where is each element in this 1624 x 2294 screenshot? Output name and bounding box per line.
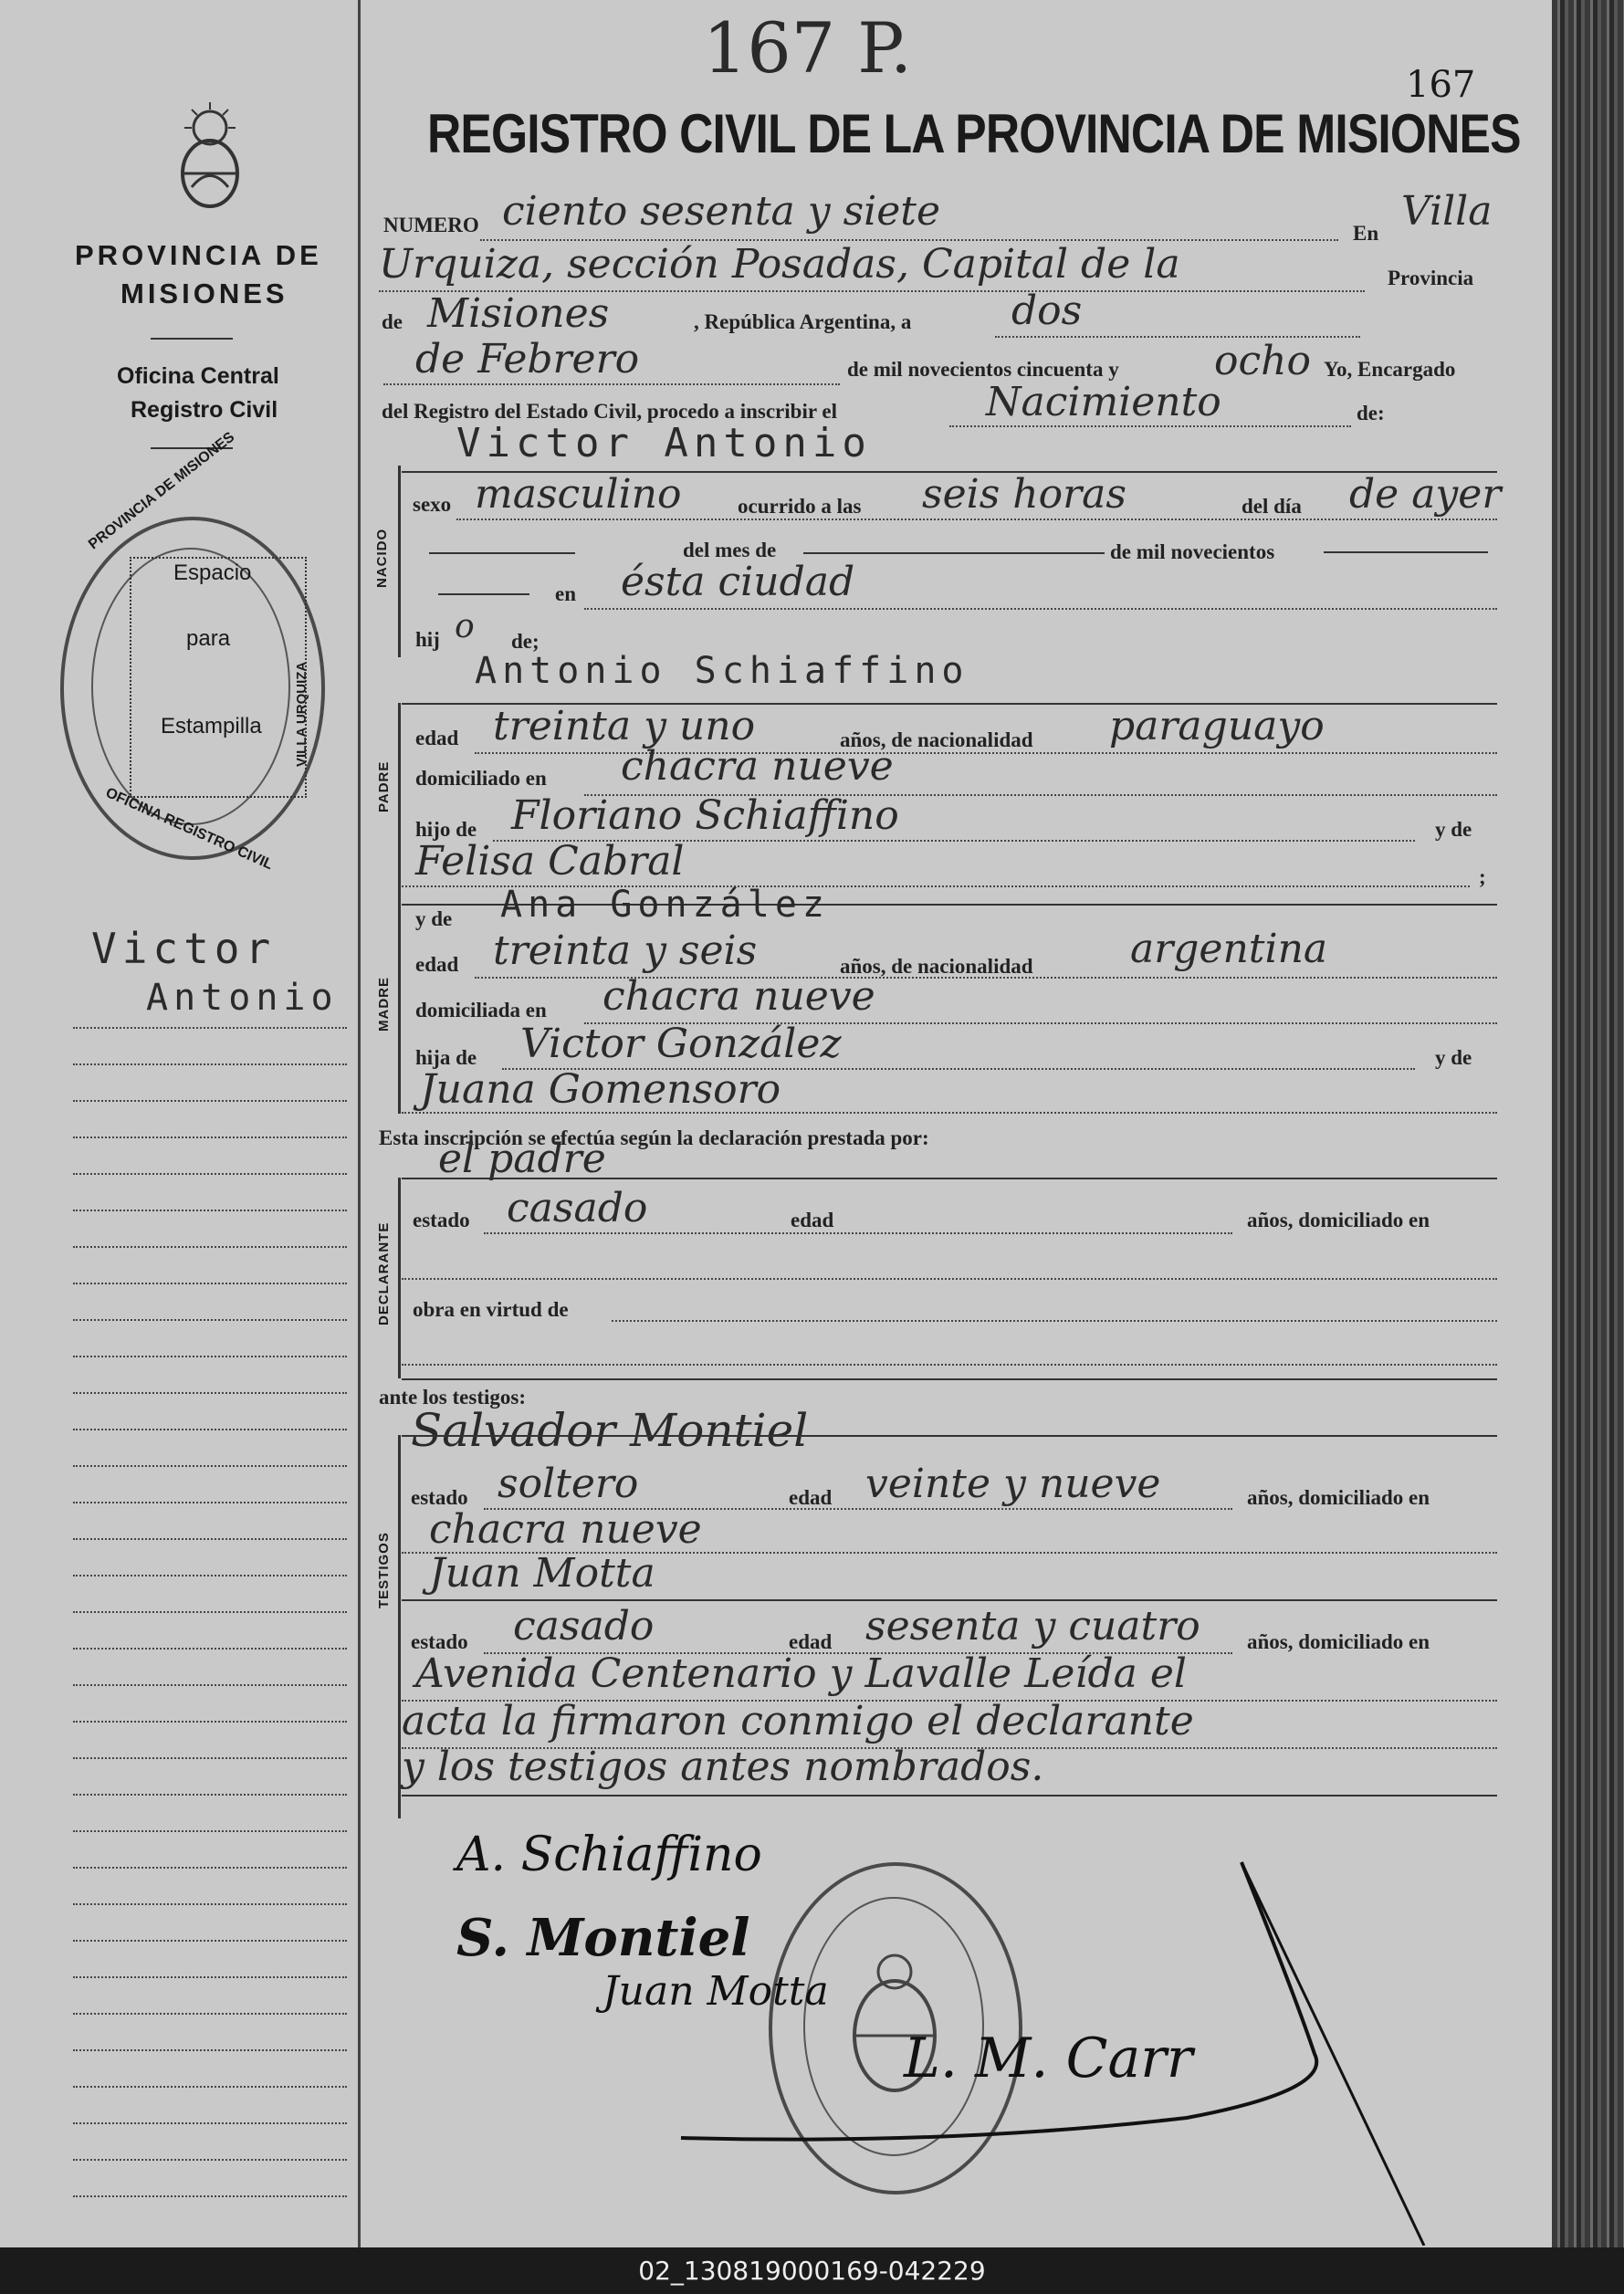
label-edad-padre: edad [415, 727, 459, 749]
entry-acto: Nacimiento [986, 379, 1221, 425]
coat-of-arms-icon [155, 100, 265, 210]
folio-stamped: 167 [1406, 64, 1476, 106]
label-hija-de: hija de [415, 1046, 477, 1069]
stamp-box-line3: Estampilla [161, 714, 262, 738]
label-anios-domiciliado-testigo1: años, domiciliado en [1247, 1486, 1430, 1509]
entry-testigo2-edad: sesenta y cuatro [865, 1603, 1200, 1650]
dash-mark [1324, 551, 1488, 553]
entry-cierre-3: y los testigos antes nombrados. [402, 1744, 1044, 1790]
divider [151, 338, 233, 340]
entry-madre-nombre: Ana González [500, 884, 830, 926]
rule [402, 1599, 1497, 1601]
label-yo-encargado: Yo, Encargado [1324, 358, 1456, 381]
margin-name-line1: Victor [91, 924, 277, 973]
entry-mes: de Febrero [415, 336, 640, 382]
label-provincia: Provincia [1388, 267, 1474, 289]
document-title: REGISTRO CIVIL DE LA PROVINCIA DE MISIONES [427, 103, 1521, 164]
entry-cierre-1: Avenida Centenario y Lavalle Leída el [415, 1650, 1187, 1697]
fill-line [484, 1232, 1232, 1234]
entry-padre-madre: Felisa Cabral [415, 838, 685, 885]
label-del-dia: del día [1242, 495, 1302, 518]
entry-nombre: Victor Antonio [456, 420, 872, 466]
rule [402, 1178, 1497, 1179]
side-label-testigos: TESTIGOS [376, 1532, 392, 1608]
dash-mark [438, 593, 529, 595]
entry-padre-nacionalidad: paraguayo [1109, 703, 1325, 749]
fill-line [402, 1364, 1497, 1366]
label-republica: , República Argentina, a [694, 310, 912, 333]
section-rule [398, 1435, 401, 1818]
signature-witness-1: S. Montiel [456, 1908, 750, 1968]
fill-line [612, 1320, 1497, 1322]
stamp-box-line1: Espacio [173, 560, 252, 585]
entry-lugar-1: Villa [1401, 188, 1493, 235]
label-de-mil-novecientos: de mil novecientos [1110, 540, 1275, 563]
book-binding [1552, 0, 1624, 2247]
label-domiciliada: domiciliada en [415, 999, 547, 1021]
fill-line [402, 1278, 1497, 1280]
entry-testigo2-nombre: Juan Motta [429, 1550, 655, 1597]
entry-lugar-nac: ésta ciudad [621, 559, 855, 605]
entry-sexo: masculino [475, 471, 682, 518]
entry-madre-edad: treinta y seis [493, 927, 758, 974]
entry-provincia: Misiones [427, 290, 610, 337]
label-inscripcion: Esta inscripción se efectúa según la declaración prestada por: [379, 1126, 929, 1149]
section-rule [398, 466, 401, 657]
label-edad-declarante: edad [791, 1209, 834, 1231]
margin-column [0, 0, 361, 2247]
entry-dia: dos [1011, 288, 1083, 334]
province-name-line1: PROVINCIA DE [75, 239, 322, 271]
label-hij: hij [415, 628, 440, 651]
entry-declarante: el padre [438, 1136, 606, 1182]
section-rule [398, 1178, 401, 1378]
label-en-lower: en [555, 582, 576, 605]
dash-mark [803, 552, 1105, 554]
label-edad-testigo2: edad [789, 1630, 833, 1653]
rule [402, 1435, 1497, 1437]
stamp-box-line2: para [186, 626, 231, 651]
label-semicolon: ; [1479, 865, 1486, 888]
entry-madre-nacionalidad: argentina [1130, 926, 1328, 972]
signature-witness-2: Juan Motta [602, 1968, 829, 2015]
entry-declarante-estado: casado [507, 1185, 648, 1231]
fill-line [584, 608, 1497, 610]
signature-father: A. Schiaffino [456, 1828, 762, 1882]
dash-mark [429, 552, 575, 554]
label-ocurrido: ocurrido a las [738, 495, 862, 518]
folio-handwritten: 167 P. [703, 7, 913, 89]
entry-padre-domicilio: chacra nueve [621, 743, 894, 790]
seal-ring-text-top: PROVINCIA DE MISIONES [86, 429, 238, 553]
entry-dia-nac: de ayer [1349, 471, 1502, 518]
label-estado-declarante: estado [413, 1209, 470, 1231]
image-code-footer: 02_130819000169-042229 [0, 2247, 1624, 2294]
fill-line [383, 383, 840, 385]
label-hijo-de: hijo de [415, 818, 477, 841]
entry-padre-nombre: Antonio Schiaffino [475, 650, 969, 692]
officer-signature-stroke-icon [676, 1853, 1442, 2246]
label-anios-domiciliado-declarante: años, domiciliado en [1247, 1209, 1430, 1231]
side-label-declarante: DECLARANTE [376, 1221, 392, 1325]
office-line1: Oficina Central [117, 363, 279, 389]
label-estado-testigo2: estado [411, 1630, 468, 1653]
side-label-padre: PADRE [376, 760, 392, 812]
label-de-colon: de: [1357, 402, 1385, 424]
label-y-de-padre: y de [1435, 818, 1472, 841]
margin-name-line2: Antonio [146, 977, 339, 1019]
entry-hora: seis horas [922, 471, 1126, 518]
side-label-madre: MADRE [376, 977, 392, 1032]
entry-madre-padre: Victor González [520, 1021, 842, 1067]
label-anios-domiciliado-testigo2: años, domiciliado en [1247, 1630, 1430, 1653]
label-del-mes: del mes de [683, 539, 777, 561]
entry-testigo1-domicilio: chacra nueve [429, 1506, 702, 1553]
label-de: de [382, 310, 403, 333]
entry-testigo1-nombre: Salvador Montiel [411, 1404, 809, 1457]
entry-testigo1-estado: soltero [498, 1461, 639, 1507]
entry-numero: ciento sesenta y siete [502, 188, 940, 235]
label-del-registro: del Registro del Estado Civil, procedo a inscribir el [382, 400, 837, 423]
label-y-de-madre: y de [415, 907, 453, 930]
label-sexo: sexo [413, 493, 452, 516]
label-estado-testigo1: estado [411, 1486, 468, 1509]
province-name-line2: MISIONES [120, 278, 288, 309]
office-line2: Registro Civil [131, 397, 278, 423]
label-mil-novecientos: de mil novecientos cincuenta y [847, 358, 1119, 381]
rule [402, 1795, 1497, 1796]
label-y-de-madre-2: y de [1435, 1046, 1472, 1069]
entry-cierre-2: acta la firmaron conmigo el declarante [402, 1698, 1194, 1744]
fill-line [456, 519, 1497, 520]
fill-line [949, 425, 1351, 427]
fill-line [402, 1112, 1497, 1114]
seal-ring-text-side: VILLA URQUIZA [294, 661, 309, 767]
section-rule [398, 904, 401, 1114]
label-obra: obra en virtud de [413, 1298, 569, 1321]
signature-officer: L. M. Carr [904, 2027, 1193, 2090]
entry-testigo2-estado: casado [513, 1603, 655, 1650]
label-en: En [1353, 222, 1379, 245]
entry-anio: ocho [1214, 338, 1311, 384]
entry-padre-edad: treinta y uno [493, 703, 756, 749]
entry-madre-domicilio: chacra nueve [602, 973, 875, 1020]
section-rule [398, 703, 401, 904]
entry-padre-padre: Floriano Schiaffino [511, 792, 899, 839]
label-edad-madre: edad [415, 953, 459, 976]
entry-hij-suffix: o [455, 608, 475, 645]
stamp-box [130, 557, 307, 798]
entry-madre-madre: Juana Gomensoro [420, 1066, 781, 1113]
label-nacionalidad-madre: años, de nacionalidad [840, 955, 1033, 978]
rule [402, 1378, 1497, 1380]
label-domiciliado-padre: domiciliado en [415, 767, 547, 790]
label-de-semicolon: de; [511, 630, 540, 653]
entry-lugar-2: Urquiza, sección Posadas, Capital de la [379, 241, 1180, 288]
entry-testigo1-edad: veinte y nueve [865, 1461, 1161, 1507]
side-label-nacido: NACIDO [374, 528, 390, 588]
label-edad-testigo1: edad [789, 1486, 833, 1509]
seal-ring-text-bottom: OFICINA REGISTRO CIVIL [103, 785, 276, 874]
label-ante-testigos: ante los testigos: [379, 1386, 526, 1409]
label-nacionalidad-padre: años, de nacionalidad [840, 728, 1033, 751]
label-numero: NUMERO [383, 214, 479, 236]
